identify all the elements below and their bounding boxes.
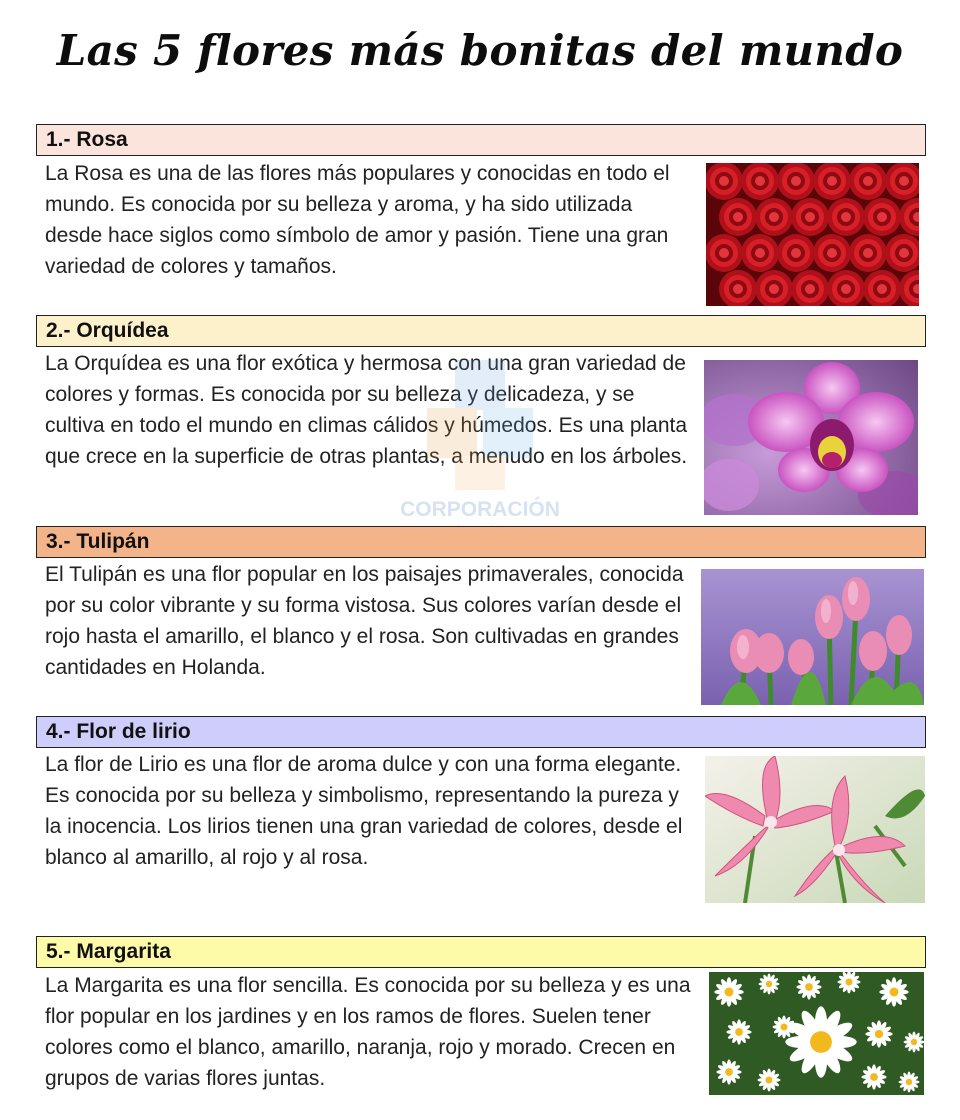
lily-photo <box>705 756 925 903</box>
section-text-lirio: La flor de Lirio es una flor de aroma dulce y con una forma elegante. Es conocida por su belleza y simbolismo, representando la pureza y la inocencia. Los lirios tienen una gran variedad de colores, desde el blanco al amarillo, al rojo y al rosa. <box>45 753 683 869</box>
page-title: Las 5 flores más bonitas del mundo <box>56 26 904 75</box>
section-header-margarita: 5.- Margarita <box>36 936 926 968</box>
section-header-orquidea: 2.- Orquídea <box>36 315 926 347</box>
section-header-lirio: 4.- Flor de lirio <box>36 716 926 748</box>
daisies-photo <box>709 972 924 1095</box>
section-text-margarita: La Margarita es una flor sencilla. Es conocida por su belleza y es una flor popular en los jardines y en los ramos de flores. Suelen tener colores como el blanco, amarillo, naranja, rojo y morado. Crecen en grupos de varias flores juntas. <box>45 974 691 1090</box>
section-header-tulipan: 3.- Tulipán <box>36 526 926 558</box>
section-header-rosa: 1.- Rosa <box>36 124 926 156</box>
section-text-orquidea: La Orquídea es una flor exótica y hermosa con una gran variedad de colores y formas. Es conocida por su belleza y delicadeza, y se cultiva en todo el mundo en climas cálidos y húmedos. Es una planta que crece en la superficie de otras plantas, a menudo en los árboles. <box>45 352 688 468</box>
orchid-photo <box>704 360 918 515</box>
section-text-rosa: La Rosa es una de las flores más populares y conocidas en todo el mundo. Es conocida por su belleza y aroma, y ha sido utilizada desde hace siglos como símbolo de amor y pasión. Tiene una gran variedad de colores y tamaños. <box>45 162 670 278</box>
section-text-tulipan: El Tulipán es una flor popular en los paisajes primaverales, conocida por su color vibrante y su forma vistosa. Sus colores varían desde el rojo hasta el amarillo, el blanco y el rosa. Son cultivadas en grandes cantidades en Holanda. <box>45 563 684 679</box>
watermark-line1: CORPORACIÓN <box>400 498 560 521</box>
tulips-photo <box>701 569 924 705</box>
roses-photo <box>706 163 919 306</box>
